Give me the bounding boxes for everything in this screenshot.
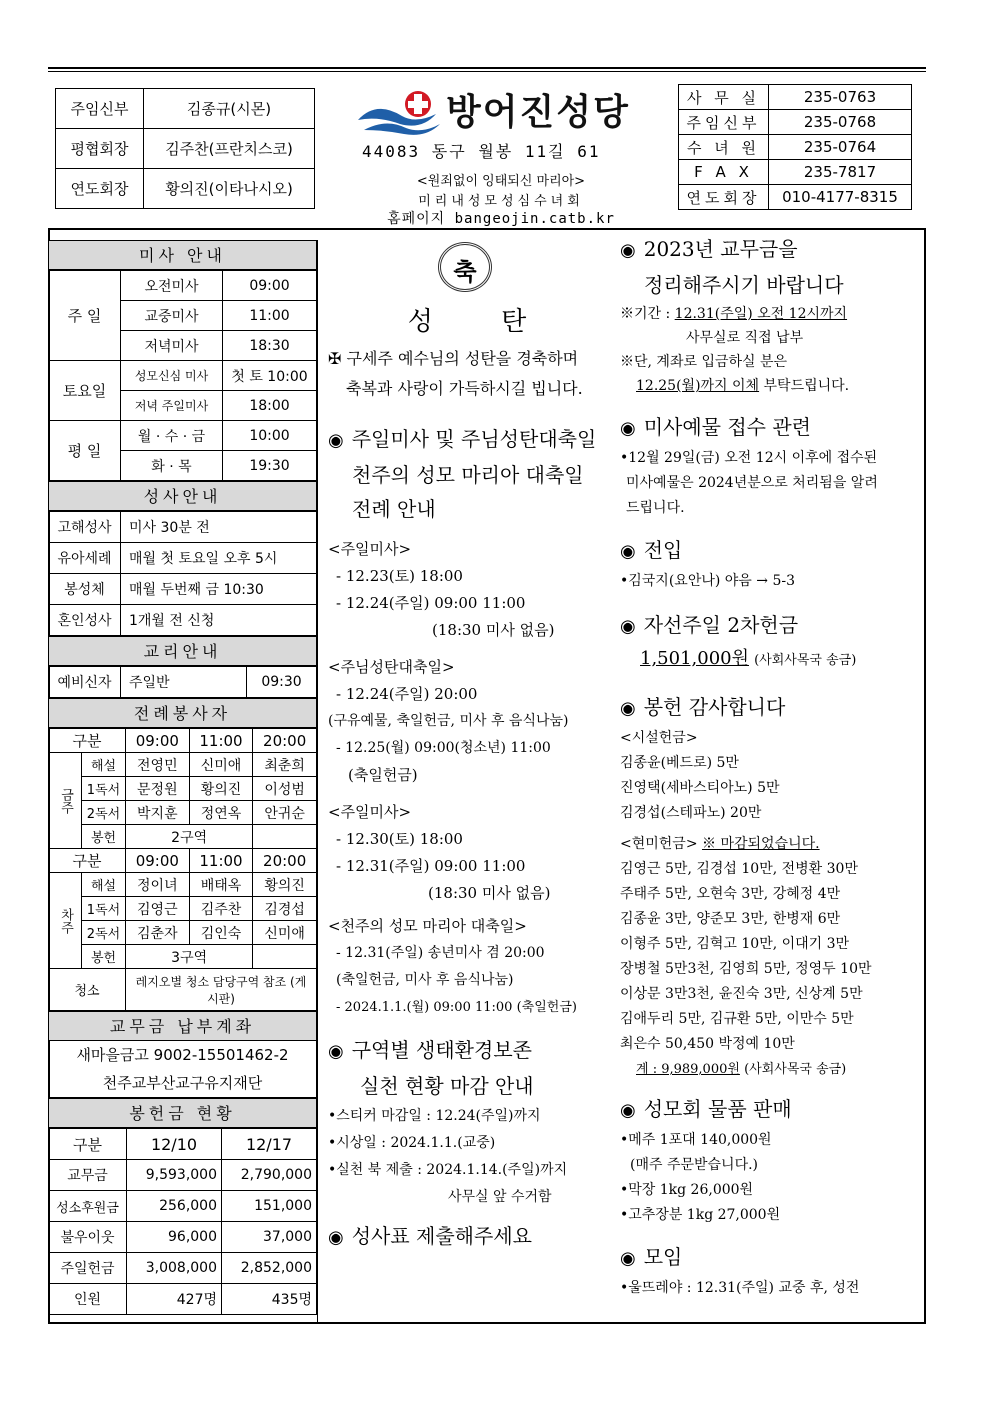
section-title-text: 자선주일 2차헌금 xyxy=(643,613,799,637)
doctrine-class: 주일반 xyxy=(121,667,247,698)
server-name: 신미애 xyxy=(253,921,317,945)
sacrament-name: 봉성체 xyxy=(49,574,121,605)
notice-line: •12월 29일(금) 오전 12시 이후에 접수된 xyxy=(620,450,878,466)
bullet-icon: ◉ xyxy=(620,1248,636,1269)
offering-col: 12/10 xyxy=(127,1129,222,1160)
offering-label: 인원 xyxy=(49,1284,127,1315)
offering-sub: <시설헌금> xyxy=(620,730,698,746)
servers-time: 20:00 xyxy=(253,729,317,753)
offering-label: 주일헌금 xyxy=(49,1253,127,1284)
bullet-icon: ◉ xyxy=(620,698,636,719)
mass-time: 09:00 xyxy=(223,271,317,301)
doctrine-name: 예비신자 xyxy=(49,667,121,698)
section-title xyxy=(620,533,916,569)
mass-time: 19:30 xyxy=(223,451,317,481)
donor-total-note: (사회사목국 송금) xyxy=(739,1062,847,1077)
donor-line: 김종윤(베드로) 5만 xyxy=(620,755,739,771)
donor-line: 김애두리 5만, 김규환 5만, 이만수 5만 xyxy=(620,1011,854,1027)
donor-total-text: 계 : 9,989,000원 xyxy=(636,1062,740,1077)
this-week-label: 금주 xyxy=(49,753,82,849)
eco-line: •시상일 : 2024.1.1.(교중) xyxy=(328,1135,496,1151)
server-name: 황의진 xyxy=(189,777,253,801)
charity-amount: 1,501,000원 xyxy=(640,648,749,669)
donor-line: 주태주 5만, 오현숙 3만, 강혜정 4만 xyxy=(620,886,841,902)
bullet-icon: ◉ xyxy=(620,418,636,439)
motto: <원죄없이 잉태되신 마리아> xyxy=(416,174,586,189)
section-title-text: 모임 xyxy=(643,1245,683,1269)
next-week-label: 차주 xyxy=(49,873,82,969)
offering-value: 2,852,000 xyxy=(222,1253,317,1284)
server-name: 황의진 xyxy=(253,873,317,897)
cross-icon: ✠ xyxy=(328,349,342,368)
block-line: (축일헌금, 미사 후 음식나눔) xyxy=(336,972,514,988)
block-line: (축일헌금) xyxy=(348,766,418,784)
leader-name: 김주찬(프란치스코) xyxy=(144,129,315,169)
section-title xyxy=(328,1219,606,1255)
servers-header: 전례봉사자 xyxy=(48,698,317,728)
contacts-table xyxy=(678,84,912,210)
saturday-label: 토요일 xyxy=(49,361,121,421)
server-role: 봉헌 xyxy=(82,945,126,969)
notice-line: •김국지(요안나) 야음 → 5-3 xyxy=(620,573,795,589)
offering-sub-text: <현미헌금> xyxy=(620,836,703,852)
section-title xyxy=(620,410,916,446)
meeting-line: •울뜨레야 : 12.31(주일) 교중 후, 성전 xyxy=(620,1280,860,1296)
page-title: 방어진성당 xyxy=(446,92,630,133)
donor-line: 이형주 5만, 김혁고 10만, 이대기 3만 xyxy=(620,936,850,952)
block-head: <주일미사> xyxy=(328,803,412,821)
section-title-text: 전례 안내 xyxy=(352,497,436,521)
middle-column xyxy=(328,240,606,1255)
notice-text: 12.25(월)까지 이체 xyxy=(636,378,760,394)
badge-text: 축 xyxy=(453,258,477,286)
donor-line: 장병철 5만3천, 김영희 5만, 정영두 10만 xyxy=(620,961,872,977)
section-title-text: 실천 현황 마감 안내 xyxy=(360,1074,534,1098)
mass-name: 저녁미사 xyxy=(121,331,223,361)
servers-col-head: 구분 xyxy=(49,849,126,873)
greeting-line: 구세주 예수님의 성탄을 경축하며 xyxy=(346,349,579,368)
sale-line: •고추장분 1kg 27,000원 xyxy=(620,1207,781,1223)
offering-value: 256,000 xyxy=(127,1191,222,1222)
leader-role: 연도회장 xyxy=(56,169,144,209)
contact-label: 수 녀 원 xyxy=(679,135,769,160)
charity-offering xyxy=(620,644,916,676)
notice-line: 사무실로 직접 납부 xyxy=(686,330,804,346)
notice-line xyxy=(620,374,916,398)
server-role: 1독서 xyxy=(82,777,126,801)
block-line: - 12.31(주일) 송년미사 겸 20:00 xyxy=(336,945,545,961)
parish-logo xyxy=(356,90,446,138)
convent: 미리내성모성심수녀회 xyxy=(418,194,584,209)
eco-line: •실천 북 제출 : 2024.1.14.(주일)까지 xyxy=(328,1162,568,1178)
cleaning-label: 청소 xyxy=(49,969,126,1011)
account-number: 새마을금고 9002-15501462-2 xyxy=(76,1046,289,1064)
bullet-icon: ◉ xyxy=(328,1041,344,1062)
section-title-text: 성모회 물품 판매 xyxy=(643,1097,792,1121)
block-line: - 12.30(토) 18:00 xyxy=(336,830,463,848)
server-name: 정이녀 xyxy=(126,873,190,897)
mass-time: 10:00 xyxy=(223,421,317,451)
leader-role: 주임신부 xyxy=(56,89,144,129)
mass-time: 첫 토 10:00 xyxy=(223,361,317,391)
doctrine-table xyxy=(48,666,317,698)
sacrament-name: 유아세례 xyxy=(49,543,121,574)
mass-time: 18:00 xyxy=(223,391,317,421)
mass-name: 저녁 주일미사 xyxy=(121,391,223,421)
contact-label: 사 무 실 xyxy=(679,85,769,110)
sacrament-name: 고해성사 xyxy=(49,512,121,543)
doctrine-header: 교리안내 xyxy=(48,636,317,666)
section-title-text: 봉헌 감사합니다 xyxy=(643,695,786,719)
offering-value: 151,000 xyxy=(222,1191,317,1222)
servers-col-head: 구분 xyxy=(49,729,126,753)
section-title-text: 천주의 성모 마리아 대축일 xyxy=(352,463,584,487)
servers-time: 11:00 xyxy=(189,849,253,873)
block-line: (구유예물, 축일헌금, 미사 후 음식나눔) xyxy=(328,713,569,729)
block-head: <천주의 성모 마리아 대축일> xyxy=(328,917,527,935)
offering-label: 성소후원금 xyxy=(49,1191,127,1222)
sunday-label: 주 일 xyxy=(49,271,121,361)
greeting xyxy=(328,344,606,374)
server-name: 김경섭 xyxy=(253,897,317,921)
mass-time: 11:00 xyxy=(223,301,317,331)
section-title xyxy=(620,608,916,644)
section-title xyxy=(328,1033,606,1069)
mass-name: 교중미사 xyxy=(121,301,223,331)
column-divider xyxy=(317,240,318,1324)
offering-col: 12/17 xyxy=(222,1129,317,1160)
server-name: 이성범 xyxy=(253,777,317,801)
server-name: 김영근 xyxy=(126,897,190,921)
donor-line: 진영택(세바스티아노) 5만 xyxy=(620,780,780,796)
mass-name: 월 · 수 · 금 xyxy=(121,421,223,451)
server-role: 봉헌 xyxy=(82,825,126,849)
server-name: 김주찬 xyxy=(189,897,253,921)
sacrament-info: 매월 첫 토요일 오후 5시 xyxy=(121,543,317,574)
server-role: 해설 xyxy=(82,873,126,897)
block-line: - 12.24(주일) 09:00 11:00 xyxy=(336,594,526,612)
leader-name: 김종규(시몬) xyxy=(144,89,315,129)
section-title-text: 정리해주시기 바랍니다 xyxy=(644,273,844,297)
contact-value: 010-4177-8315 xyxy=(769,185,912,210)
eco-line: 사무실 앞 수거함 xyxy=(448,1189,552,1205)
servers-time: 11:00 xyxy=(189,729,253,753)
block-head: <주일미사> xyxy=(328,540,412,558)
contact-label: F A X xyxy=(679,160,769,185)
offering-district: 3구역 xyxy=(126,945,253,969)
donor-line: 김경섭(스테파노) 20만 xyxy=(620,805,762,821)
eco-section xyxy=(328,1033,606,1211)
sacrament-header: 성사안내 xyxy=(48,481,317,511)
section-title-text: 구역별 생태환경보존 xyxy=(351,1038,532,1062)
notice-line: 드립니다. xyxy=(626,500,685,516)
account-header: 교무금 납부계좌 xyxy=(48,1011,317,1041)
cleaning-info: 레지오별 청소 담당구역 참조 (게시판) xyxy=(126,969,317,1011)
server-name: 배태옥 xyxy=(189,873,253,897)
offering-header: 봉헌금 현황 xyxy=(48,1098,317,1128)
offering-label: 불우이웃 xyxy=(49,1222,127,1253)
offering-table xyxy=(48,1128,317,1315)
mass-name: 화 · 목 xyxy=(121,451,223,481)
notice-line: ※단, 계좌로 입금하실 분은 xyxy=(620,354,788,370)
donor-line: 최은수 50,450 박정예 10만 xyxy=(620,1036,795,1052)
server-role: 2독서 xyxy=(82,801,126,825)
eco-line: •스티커 마감일 : 12.24(주일)까지 xyxy=(328,1108,541,1124)
server-name: 김춘자 xyxy=(126,921,190,945)
servers-time: 09:00 xyxy=(126,729,190,753)
block-line: - 12.31(주일) 09:00 11:00 xyxy=(336,857,526,875)
bullet-icon: ◉ xyxy=(620,616,636,637)
christmas-badge xyxy=(328,240,606,296)
donor-line: 김종윤 3만, 양준모 3만, 한병재 6만 xyxy=(620,911,841,927)
address: 44083 동구 월봉 11길 61 xyxy=(362,142,601,161)
offering-value: 3,008,000 xyxy=(127,1253,222,1284)
offering-value: 2,790,000 xyxy=(222,1160,317,1191)
server-name: 신미애 xyxy=(189,753,253,777)
notice-text: 부탁드립니다. xyxy=(759,378,850,394)
mass-name: 오전미사 xyxy=(121,271,223,301)
section-title xyxy=(620,1240,916,1276)
mass-table xyxy=(48,270,317,481)
mass-header: 미사 안내 xyxy=(48,240,317,270)
offering-value: 427명 xyxy=(127,1284,222,1315)
section-title-text: 주일미사 및 주님성탄대축일 xyxy=(351,427,597,451)
offering-value: 9,593,000 xyxy=(127,1160,222,1191)
doctrine-time: 09:30 xyxy=(247,667,317,698)
section-title-text: 성사표 제출해주세요 xyxy=(351,1224,532,1248)
notice-line xyxy=(620,302,916,326)
section-title xyxy=(620,1092,916,1128)
server-name: 김인숙 xyxy=(189,921,253,945)
mass-name: 성모신심 미사 xyxy=(121,361,223,391)
block-line: (18:30 미사 없음) xyxy=(428,884,551,902)
servers-table xyxy=(48,728,317,1011)
server-name: 정연옥 xyxy=(189,801,253,825)
charity-note: (사회사목국 송금) xyxy=(754,653,857,668)
account-info xyxy=(48,1041,317,1098)
block-line: - 12.24(주일) 20:00 xyxy=(336,685,478,703)
server-name: 박지훈 xyxy=(126,801,190,825)
bullet-icon: ◉ xyxy=(328,1227,344,1248)
mass-time: 18:30 xyxy=(223,331,317,361)
sacrament-info: 미사 30분 전 xyxy=(121,512,317,543)
contact-value: 235-0768 xyxy=(769,110,912,135)
sacrament-name: 혼인성사 xyxy=(49,605,121,636)
notice-text: ※기간 : xyxy=(620,306,675,322)
christmas-title: 성 탄 xyxy=(407,307,527,337)
bullet-icon: ◉ xyxy=(620,1100,636,1121)
sacrament-table xyxy=(48,511,317,636)
sacrament-info: 매월 두번째 금 10:30 xyxy=(121,574,317,605)
sale-line: •막장 1kg 26,000원 xyxy=(620,1182,754,1198)
sale-line: (매주 주문받습니다.) xyxy=(630,1157,759,1173)
servers-time: 09:00 xyxy=(126,849,190,873)
leader-role: 평협회장 xyxy=(56,129,144,169)
sale-line: •메주 1포대 140,000원 xyxy=(620,1132,772,1148)
bullet-icon: ◉ xyxy=(328,430,344,451)
server-name: 안귀순 xyxy=(253,801,317,825)
contact-label: 주임신부 xyxy=(679,110,769,135)
offering-label: 교무금 xyxy=(49,1160,127,1191)
server-role: 1독서 xyxy=(82,897,126,921)
section-title xyxy=(620,690,916,726)
top-rule xyxy=(48,67,926,69)
top-rule-thin xyxy=(48,71,926,72)
section-title-text: 미사예물 접수 관련 xyxy=(643,415,811,439)
section-title-text: 2023년 교무금을 xyxy=(643,237,798,261)
section-title xyxy=(620,232,916,268)
right-column xyxy=(620,232,916,1301)
homepage-link[interactable]: 홈페이지 bangeojin.catb.kr xyxy=(387,211,615,227)
block-line: (18:30 미사 없음) xyxy=(432,621,555,639)
sacrament-info: 1개월 전 신청 xyxy=(121,605,317,636)
leaders-table xyxy=(55,88,315,209)
contact-label: 연도회장 xyxy=(679,185,769,210)
liturgy-section xyxy=(328,422,606,1021)
contact-value: 235-7817 xyxy=(769,160,912,185)
offering-district: 2구역 xyxy=(126,825,253,849)
server-role: 해설 xyxy=(82,753,126,777)
server-name: 전영민 xyxy=(126,753,190,777)
weekday-label: 평 일 xyxy=(49,421,121,481)
block-line: - 2024.1.1.(월) 09:00 11:00 (축일헌금) xyxy=(336,1000,577,1015)
server-name: 문정원 xyxy=(126,777,190,801)
block-head: <주님성탄대축일> xyxy=(328,658,455,676)
account-holder: 천주교부산교구유지재단 xyxy=(102,1074,263,1092)
leader-name: 황의진(이타나시오) xyxy=(144,169,315,209)
offering-sub-text: ※ 마감되었습니다. xyxy=(702,836,820,852)
block-line: - 12.25(월) 09:00(청소년) 11:00 xyxy=(336,740,551,756)
offering-value: 96,000 xyxy=(127,1222,222,1253)
offering-value: 435명 xyxy=(222,1284,317,1315)
servers-time: 20:00 xyxy=(253,849,317,873)
notice-text: 12.31(주일) 오전 12시까지 xyxy=(674,306,848,322)
section-title xyxy=(328,422,606,458)
block-line: - 12.23(토) 18:00 xyxy=(336,567,463,585)
left-column xyxy=(48,240,317,1315)
section-title-text: 전입 xyxy=(643,538,683,562)
donor-line: 김영근 5만, 김경섭 10만, 전병환 30만 xyxy=(620,861,858,877)
contact-value: 235-0763 xyxy=(769,85,912,110)
donor-line: 이상문 3만3천, 윤진숙 3만, 신상계 5만 xyxy=(620,986,863,1002)
offering-sub xyxy=(620,832,916,857)
bullet-icon: ◉ xyxy=(620,541,636,562)
greeting-line: 축복과 사랑이 가득하시길 빕니다. xyxy=(346,379,583,398)
offering-value: 37,000 xyxy=(222,1222,317,1253)
notice-line: 미사예물은 2024년분으로 처리됨을 알려 xyxy=(626,475,878,491)
bullet-icon: ◉ xyxy=(620,240,636,261)
server-role: 2독서 xyxy=(82,921,126,945)
offering-col: 구분 xyxy=(49,1129,127,1160)
server-name: 최춘희 xyxy=(253,753,317,777)
donor-total xyxy=(620,1057,916,1082)
contact-value: 235-0764 xyxy=(769,135,912,160)
